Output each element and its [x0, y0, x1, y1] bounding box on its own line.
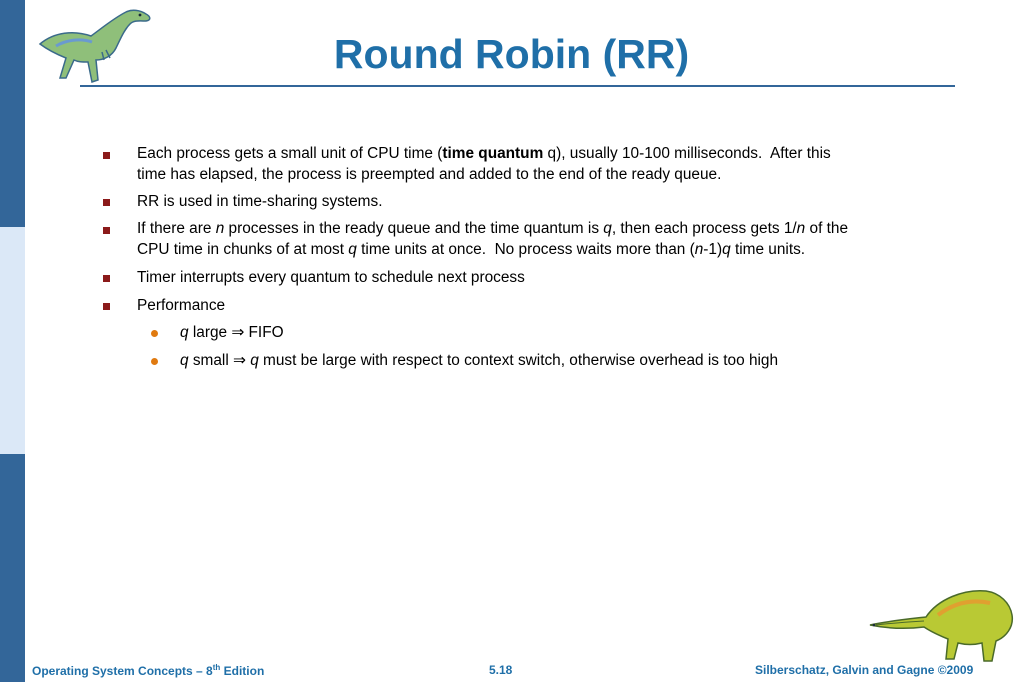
bullet-square: [103, 152, 110, 159]
dinosaur-icon: [868, 585, 1016, 665]
footer-book-title: [32, 663, 264, 678]
bullet-line: [137, 268, 525, 289]
text-run: RR is used in time-sharing systems.: [137, 193, 383, 210]
text-run: Performance: [137, 297, 226, 314]
text-run: must be large with respect to context switch, otherwise overhead is too high: [258, 352, 779, 369]
text-run: time units at once. No process waits more than (: [356, 241, 695, 258]
text-run: Timer interrupts every quantum to schedule next process: [137, 269, 525, 286]
text-run: q: [603, 220, 612, 237]
bullet-square: [103, 227, 110, 234]
text-run: n: [694, 241, 704, 258]
footer-copyright: Silberschatz, Galvin and Gagne ©2009: [755, 663, 974, 677]
sidebar-segment-middle: [0, 227, 25, 454]
text-run: time has elapsed, the process is preempted and added to the end of the ready queue.: [137, 166, 722, 183]
text-run: q: [180, 324, 189, 341]
text-run: q: [250, 352, 259, 369]
bullet-line: [137, 165, 721, 186]
text-run: Each process gets a small unit of CPU time (: [137, 145, 443, 162]
text-run: , then each process gets 1/: [611, 220, 797, 237]
slide-number: 5.18: [489, 663, 513, 677]
footer-title-superscript: th: [212, 663, 221, 672]
text-run: time units.: [730, 241, 806, 258]
bullet-square: [103, 303, 110, 310]
bullet-line: [137, 296, 225, 317]
bullet-line: [137, 240, 805, 261]
bullet-square: [103, 275, 110, 282]
text-run: q: [180, 352, 189, 369]
text-run: of the: [805, 220, 849, 237]
text-run: n: [796, 220, 806, 237]
text-run: FIFO: [244, 324, 284, 341]
text-run: q), usually 10-100 milliseconds. After this: [543, 145, 831, 162]
text-run: large: [188, 324, 232, 341]
subbullet-dot: [151, 358, 158, 365]
slide-title: Round Robin (RR): [333, 31, 690, 77]
text-run: time quantum: [442, 145, 544, 162]
bullet-square: [103, 199, 110, 206]
footer-title-text: Operating System Concepts – 8: [32, 664, 213, 678]
text-run: n: [215, 220, 225, 237]
bullet-line: [137, 219, 848, 240]
title-divider: [80, 85, 955, 87]
subbullet-line: [180, 351, 778, 372]
text-run: -1): [703, 241, 723, 258]
footer-title-suffix: Edition: [220, 664, 265, 678]
text-run: processes in the ready queue and the time quantum is: [224, 220, 604, 237]
left-sidebar: [0, 0, 25, 682]
text-run: If there are: [137, 220, 216, 237]
bullet-line: [137, 144, 831, 165]
subbullet-dot: [151, 330, 158, 337]
sidebar-segment-bottom: [0, 454, 25, 682]
text-run: CPU time in chunks of at most: [137, 241, 349, 258]
text-run: q: [348, 241, 357, 258]
text-run: small: [188, 352, 234, 369]
text-run: ⇒: [233, 352, 246, 369]
subbullet-line: [180, 323, 284, 344]
text-run: ⇒: [231, 324, 245, 341]
text-run: q: [722, 241, 731, 258]
bullet-line: [137, 192, 382, 213]
